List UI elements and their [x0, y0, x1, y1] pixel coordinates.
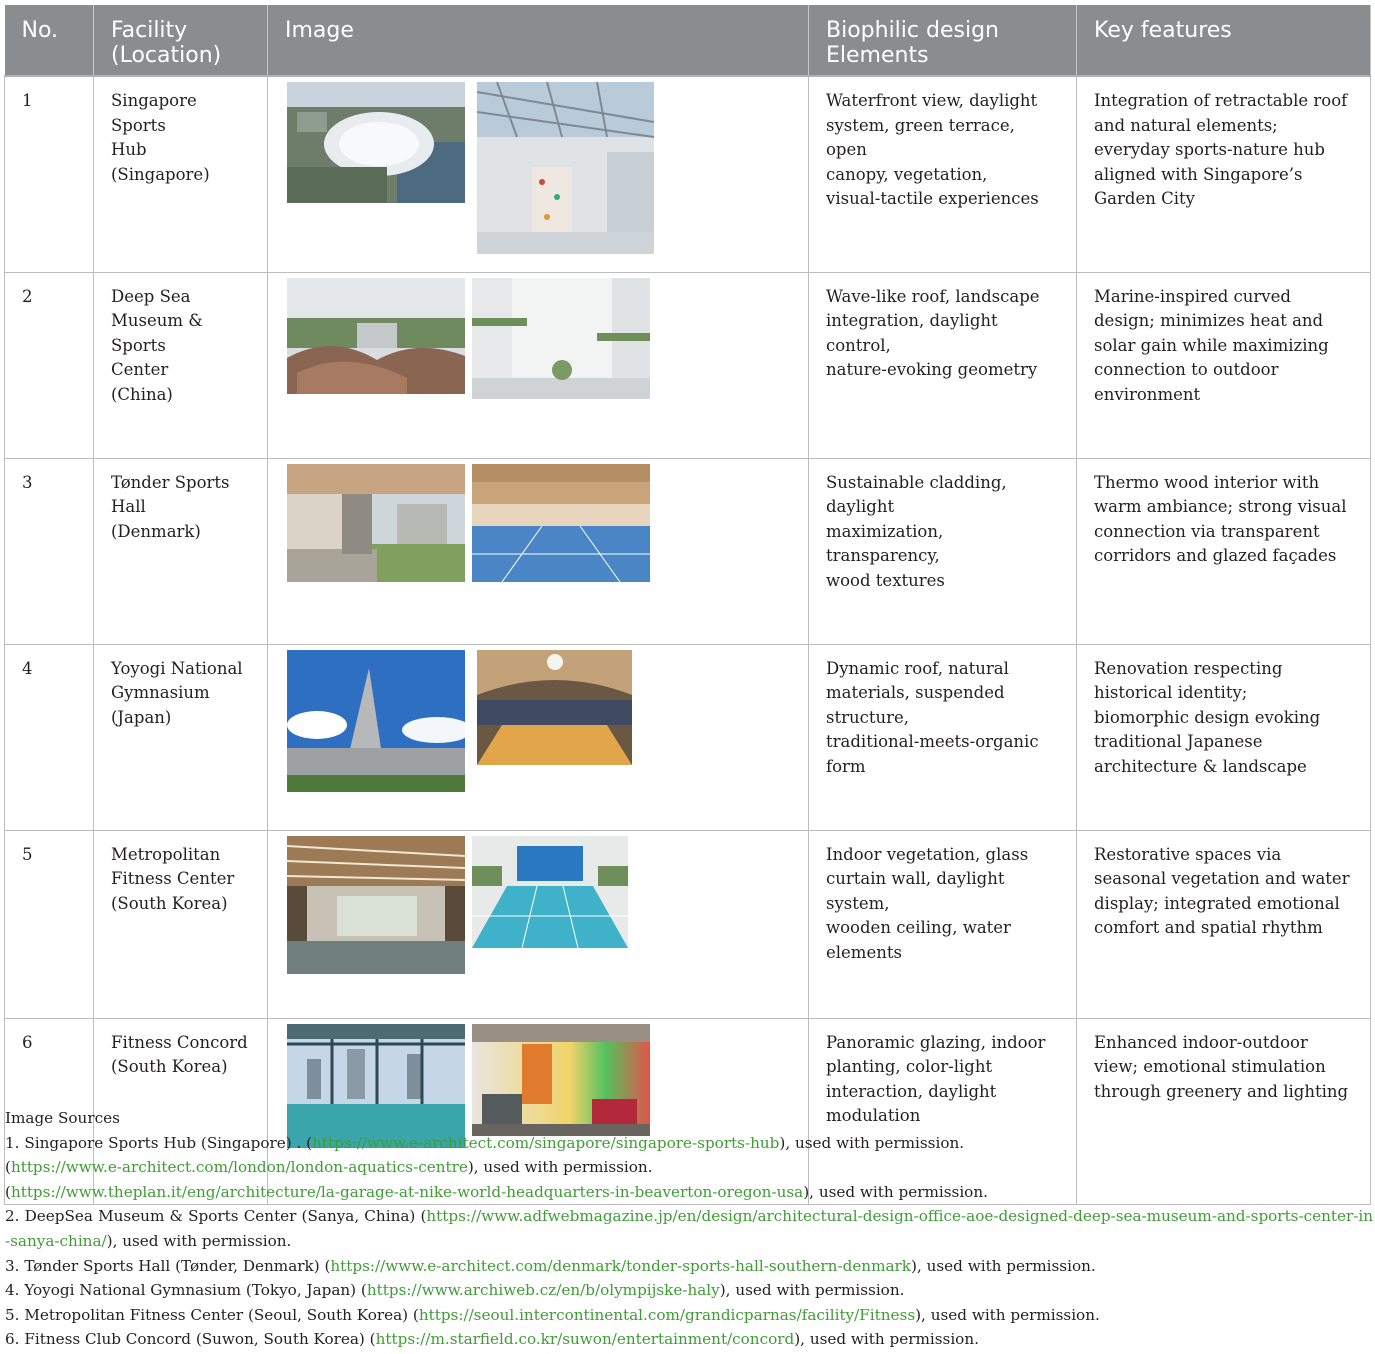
facility-name: Yoyogi National Gymnasium (Japan)	[94, 644, 268, 830]
source-text: 5. Metropolitan Fitness Center (Seoul, South Korea) (	[5, 1305, 419, 1324]
source-text: ), used with permission.	[911, 1256, 1096, 1275]
key-features: Integration of retractable roof and natural elements; everyday sports-nature hub aligned with Singapore’s Garden City	[1077, 76, 1371, 272]
source-link[interactable]: https://www.e-architect.com/london/london-aquatics-centre	[10, 1158, 468, 1177]
sports-hall-corridor-photo	[287, 464, 465, 582]
source-link[interactable]: https://www.theplan.it/eng/architecture/la-garage-at-nike-world-headquarters-in-beaverton-oregon-usa	[10, 1182, 804, 1201]
source-text: ), used with permission.	[779, 1133, 965, 1152]
source-entry	[5, 1254, 1373, 1279]
table-row	[5, 272, 1371, 458]
facility-name: Singapore Sports Hub (Singapore)	[94, 76, 268, 272]
facility-name: Metropolitan Fitness Center (South Korea)	[94, 830, 268, 1018]
header-elements: Biophilic design Elements	[809, 5, 1077, 76]
image-cell	[268, 458, 809, 644]
facility-name: Fitness Concord (South Korea)	[94, 1018, 268, 1204]
key-features: Restorative spaces via seasonal vegetation and water display; integrated emotional comfort and spatial rhythm	[1077, 830, 1371, 1018]
source-text: 2. DeepSea Museum & Sports Center (Sanya, China) (	[5, 1207, 427, 1226]
source-link[interactable]: https://www.archiweb.cz/en/b/olympijske-haly	[366, 1281, 720, 1300]
source-entry	[5, 1278, 1373, 1303]
source-entry	[5, 1131, 1373, 1156]
biophilic-elements: Sustainable cladding, daylight maximization, transparency, wood textures	[809, 458, 1077, 644]
wave-roof-exterior-photo	[287, 278, 465, 394]
source-text: ), used with permission.	[915, 1305, 1100, 1324]
source-text: ), used with permission.	[719, 1281, 905, 1300]
source-link[interactable]: https://www.e-architect.com/singapore/singapore-sports-hub	[312, 1133, 780, 1152]
source-entry	[5, 1303, 1373, 1328]
stadium-aerial-photo	[287, 82, 465, 203]
table-row	[5, 458, 1371, 644]
header-facility: Facility (Location)	[94, 5, 268, 76]
sources-title: Image Sources	[5, 1109, 120, 1127]
climbing-wall-atrium-photo	[477, 82, 654, 254]
row-number: 6	[5, 1018, 94, 1204]
source-link[interactable]: https://www.adfwebmagazine.jp/en/design/architectural-design-office-aoe-designed-deep-sea-museum-and-sports-center-in-sanya-china/	[5, 1207, 1373, 1250]
row-number: 2	[5, 272, 94, 458]
source-link[interactable]: https://seoul.intercontinental.com/grandicparnas/facility/Fitness	[418, 1305, 916, 1324]
arena-interior-photo	[477, 650, 632, 765]
source-text: (	[5, 1158, 11, 1177]
row-number: 3	[5, 458, 94, 644]
source-text: 4. Yoyogi National Gymnasium (Tokyo, Japan) (	[5, 1281, 367, 1300]
source-link[interactable]: https://m.starfield.co.kr/suwon/entertainment/concord	[375, 1330, 795, 1349]
source-entry	[5, 1155, 1373, 1180]
source-text: 3. Tønder Sports Hall (Tønder, Denmark) (	[5, 1256, 331, 1275]
facility-name: Tønder Sports Hall (Denmark)	[94, 458, 268, 644]
biophilic-elements: Indoor vegetation, glass curtain wall, daylight system, wooden ceiling, water elements	[809, 830, 1077, 1018]
table-row	[5, 644, 1371, 830]
source-entry	[5, 1327, 1373, 1352]
source-text: ), used with permission.	[106, 1231, 292, 1250]
source-entry	[5, 1204, 1373, 1253]
source-text: 6. Fitness Club Concord (Suwon, South Korea) (	[5, 1330, 376, 1349]
image-cell	[268, 644, 809, 830]
key-features: Thermo wood interior with warm ambiance; strong visual connection via transparent corridors and glazed façades	[1077, 458, 1371, 644]
header-no: No.	[5, 5, 94, 76]
image-cell	[268, 830, 809, 1018]
row-number: 1	[5, 76, 94, 272]
wooden-ceiling-pool-photo	[287, 836, 465, 974]
biophilic-elements: Waterfront view, daylight system, green terrace, open canopy, vegetation, visual-tactile experiences	[809, 76, 1077, 272]
blue-court-interior-photo	[472, 464, 650, 582]
source-text: ), used with permission.	[803, 1182, 988, 1201]
header-image: Image	[268, 5, 809, 76]
source-text: 1. Singapore Sports Hub (Singapore) . (	[5, 1133, 313, 1152]
source-text: (	[5, 1182, 11, 1201]
biophilic-elements: Wave-like roof, landscape integration, daylight control, nature-evoking geometry	[809, 272, 1077, 458]
source-link[interactable]: https://www.e-architect.com/denmark/tonder-sports-hall-southern-denmark	[330, 1256, 912, 1275]
row-number: 5	[5, 830, 94, 1018]
key-features: Renovation respecting historical identity; biomorphic design evoking traditional Japanese architecture & landscape	[1077, 644, 1371, 830]
indoor-lap-pool-photo	[472, 836, 628, 948]
source-entry	[5, 1180, 1373, 1205]
gymnasium-tower-exterior-photo	[287, 650, 465, 792]
biophilic-elements: Panoramic glazing, indoor planting, color-light interaction, daylight modulation	[809, 1018, 1077, 1204]
table-row	[5, 76, 1371, 272]
image-cell	[268, 272, 809, 458]
image-cell	[268, 76, 809, 272]
atrium-interior-photo	[472, 278, 650, 399]
header-features: Key features	[1077, 5, 1371, 76]
biophilic-elements: Dynamic roof, natural materials, suspended structure, traditional-meets-organic form	[809, 644, 1077, 830]
facility-table	[4, 5, 1371, 1205]
image-sources	[5, 1106, 1373, 1352]
table-row	[5, 830, 1371, 1018]
row-number: 4	[5, 644, 94, 830]
source-text: ), used with permission.	[794, 1330, 979, 1349]
header-row	[5, 5, 1371, 76]
source-text: ), used with permission.	[467, 1158, 653, 1177]
key-features: Enhanced indoor-outdoor view; emotional stimulation through greenery and lighting	[1077, 1018, 1371, 1204]
facility-name: Deep Sea Museum & Sports Center (China)	[94, 272, 268, 458]
key-features: Marine-inspired curved design; minimizes heat and solar gain while maximizing connection to outdoor environment	[1077, 272, 1371, 458]
